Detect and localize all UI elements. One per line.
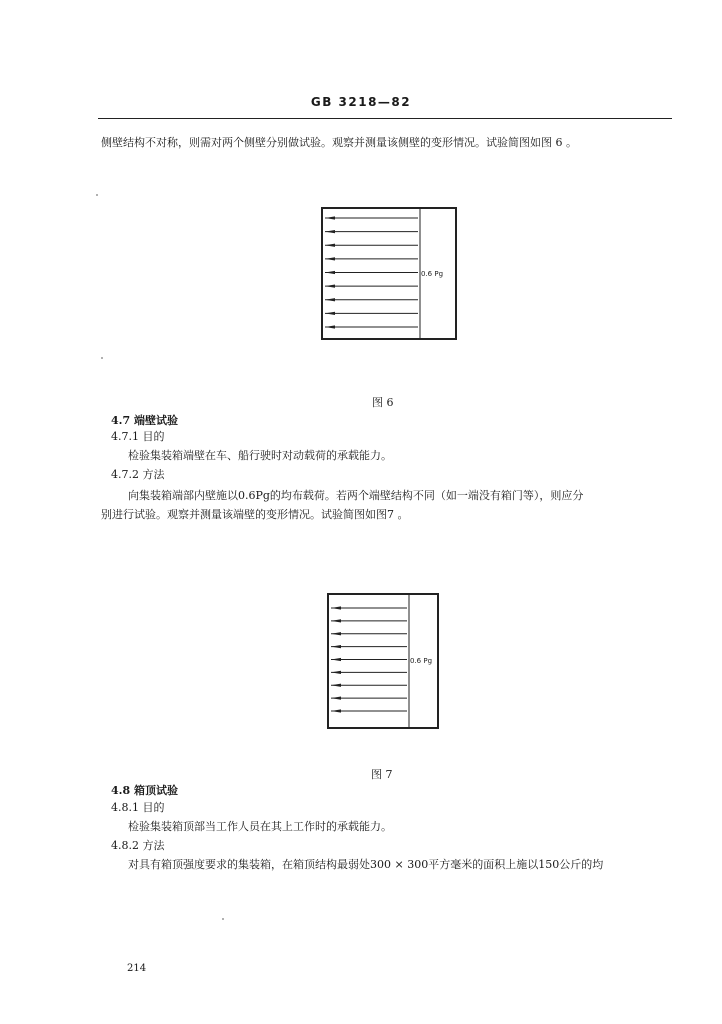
load-arrow-head [331, 658, 341, 661]
intro-paragraph: 侧壁结构不对称，则需对两个侧壁分别做试验。观察并测量该侧壁的变形情况。试验简图如图 6 。 [101, 136, 577, 149]
load-arrow-head [331, 632, 341, 635]
page-number: 214 [127, 963, 147, 974]
section-4-8-1-heading: 4.8.1 目的 [111, 801, 165, 814]
load-arrow-head [331, 697, 341, 700]
scan-speck [222, 918, 224, 920]
section-4-8-1-text: 检验集装箱顶部当工作人员在其上工作时的承载能力。 [128, 820, 392, 833]
section-4-7-2-heading: 4.7.2 方法 [111, 468, 165, 481]
figure-7-load-arrows [331, 606, 407, 712]
figure-7-caption: 图 7 [371, 768, 393, 781]
document-header: GB 3218—82 [310, 95, 412, 109]
section-4-8-title: 4.8 箱顶试验 [111, 784, 178, 797]
section-4-7-2-text-line1: 向集装箱端部内壁施以0.6Pg的均布载荷。若两个端壁结构不同（如一端没有箱门等），则应分 [128, 489, 584, 502]
section-4-7-1-text: 检验集装箱端壁在车、船行驶时对动载荷的承载能力。 [128, 449, 392, 462]
figure-6-caption: 图 6 [372, 396, 394, 409]
section-4-8-2-heading: 4.8.2 方法 [111, 839, 165, 852]
section-4-8-2-text-line1: 对具有箱顶强度要求的集装箱，在箱顶结构最弱处300 × 300平方毫米的面积上施以150公斤的均 [128, 858, 604, 871]
section-4-7-title: 4.7 端壁试验 [111, 414, 178, 427]
section-4-7-2-text-line2: 别进行试验。观察并测量该端壁的变形情况。试验简图如图7 。 [101, 508, 409, 521]
section-4-7-1-heading: 4.7.1 目的 [111, 430, 165, 443]
load-arrow-head [331, 671, 341, 674]
figure-6-load-label: 0.6 Pg [421, 270, 444, 278]
load-arrow-head [331, 709, 341, 712]
load-arrow-head [331, 645, 341, 648]
load-arrow-head [331, 684, 341, 687]
figure-7-load-label: 0.6 Pg [410, 657, 433, 665]
load-arrow-head [331, 619, 341, 622]
load-arrow-head [331, 606, 341, 609]
